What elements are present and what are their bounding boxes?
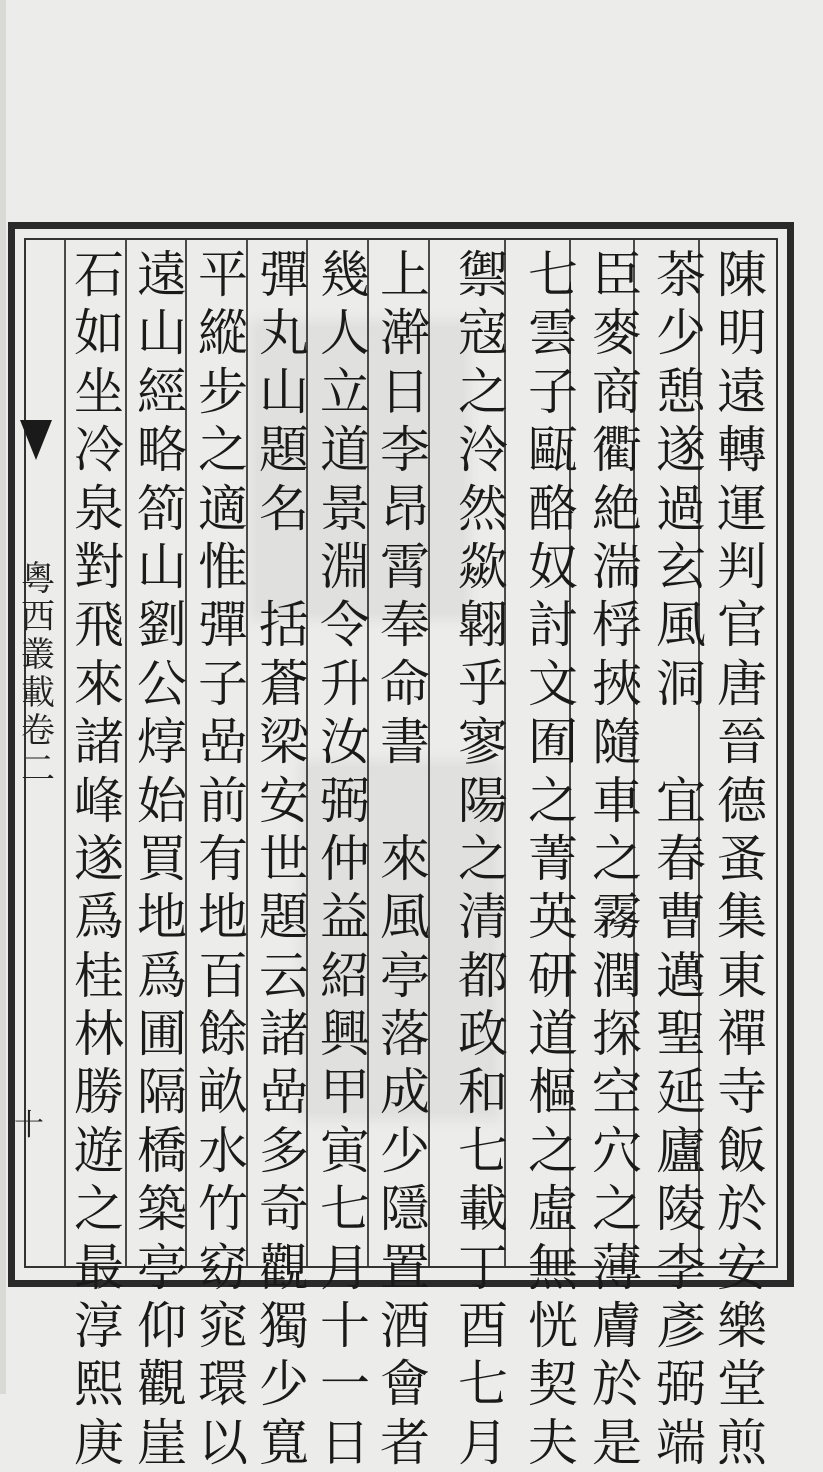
character: 月 <box>320 1238 370 1297</box>
character: 多 <box>259 1121 309 1180</box>
character: 清 <box>458 888 508 947</box>
character: 百 <box>198 946 248 1005</box>
character: 泠 <box>458 421 508 480</box>
character: 然 <box>458 479 508 538</box>
character: 桴 <box>592 596 642 655</box>
character: 風 <box>380 888 430 947</box>
character: 升 <box>320 654 370 713</box>
character: 載 <box>458 1180 508 1239</box>
character: 七 <box>528 246 578 304</box>
character: 政 <box>458 1005 508 1064</box>
margin-character: 載 <box>21 673 55 713</box>
character: 樂 <box>717 1297 767 1356</box>
character: 亭 <box>380 946 430 1005</box>
character: 之 <box>198 421 248 480</box>
character: 霧 <box>592 888 642 947</box>
character: 寥 <box>458 713 508 772</box>
character: 彈 <box>198 596 248 655</box>
character: 以 <box>198 1413 248 1472</box>
margin-title <box>18 560 58 788</box>
character: 令 <box>320 596 370 655</box>
character: 遂 <box>74 829 124 888</box>
character: 東 <box>717 946 767 1005</box>
character: 縱 <box>198 304 248 363</box>
character: 膚 <box>592 1297 642 1356</box>
character: 日 <box>320 1413 370 1472</box>
character: 湍 <box>592 537 642 596</box>
fishtail-mark <box>20 420 52 460</box>
text-column-7 <box>314 246 376 1472</box>
character: 括 <box>259 596 309 655</box>
character: 林 <box>74 1005 124 1064</box>
character: 酒 <box>380 1297 430 1356</box>
character: 仲 <box>320 829 370 888</box>
character: 幾 <box>320 246 370 304</box>
character: 李 <box>656 1238 706 1297</box>
margin-character: 卷 <box>21 711 55 751</box>
character: 書 <box>380 713 430 772</box>
character: 淵 <box>320 537 370 596</box>
character: 諸 <box>74 713 124 772</box>
character: 少 <box>656 304 706 363</box>
character: 興 <box>320 1005 370 1064</box>
character: 無 <box>528 1238 578 1297</box>
character: 環 <box>198 1355 248 1414</box>
margin-character: 二 <box>21 749 55 789</box>
character: 道 <box>528 1005 578 1064</box>
character: 劉 <box>137 596 187 655</box>
character: 一 <box>320 1355 370 1414</box>
character: 畝 <box>198 1063 248 1122</box>
character: 安 <box>259 771 309 830</box>
character: 爲 <box>74 888 124 947</box>
character: 菁 <box>528 829 578 888</box>
character: 紹 <box>320 946 370 1005</box>
character: 月 <box>458 1413 508 1472</box>
character: 恍 <box>528 1297 578 1356</box>
character: 臣 <box>592 246 642 304</box>
margin-character: 叢 <box>21 635 55 675</box>
character: 竹 <box>198 1180 248 1239</box>
character: 置 <box>380 1238 430 1297</box>
character: 翺 <box>458 596 508 655</box>
character: 衢 <box>592 421 642 480</box>
character: 餘 <box>198 1005 248 1064</box>
character: 勝 <box>74 1063 124 1122</box>
character: 隨 <box>592 713 642 772</box>
character: 宜 <box>656 771 706 830</box>
character: 坐 <box>74 362 124 421</box>
character: 七 <box>458 1121 508 1180</box>
character: 奉 <box>380 596 430 655</box>
character: 世 <box>259 829 309 888</box>
character: 蚤 <box>717 829 767 888</box>
character: 亭 <box>137 1238 187 1297</box>
character: 山 <box>137 304 187 363</box>
character: 運 <box>717 479 767 538</box>
character: 題 <box>259 421 309 480</box>
text-column-10 <box>131 246 193 1472</box>
character: 惟 <box>198 537 248 596</box>
character: 公 <box>137 654 187 713</box>
character: 集 <box>717 888 767 947</box>
character: 寅 <box>320 1121 370 1180</box>
character: 夫 <box>528 1413 578 1472</box>
page-number: 十 <box>14 1108 44 1143</box>
character: 題 <box>259 888 309 947</box>
character: 車 <box>592 771 642 830</box>
text-column-8 <box>253 246 315 1472</box>
text-column-5 <box>452 246 514 1472</box>
character: 箚 <box>137 479 187 538</box>
character: 於 <box>592 1355 642 1414</box>
character: 之 <box>458 362 508 421</box>
character: 曹 <box>656 888 706 947</box>
character: 歘 <box>458 537 508 596</box>
character: 子 <box>528 362 578 421</box>
character: 和 <box>458 1063 508 1122</box>
character: 空 <box>592 1063 642 1122</box>
character: 李 <box>380 421 430 480</box>
character: 陵 <box>656 1180 706 1239</box>
margin-character: 西 <box>21 597 55 637</box>
margin-character: 粵 <box>21 559 55 599</box>
character: 冷 <box>74 421 124 480</box>
character: 窕 <box>198 1297 248 1356</box>
text-column-3 <box>586 246 648 1472</box>
column-rule <box>64 240 66 1266</box>
character: 明 <box>717 304 767 363</box>
character: 遠 <box>717 362 767 421</box>
character: 飛 <box>74 596 124 655</box>
character: 奴 <box>528 537 578 596</box>
character: 春 <box>656 829 706 888</box>
character: 甌 <box>528 421 578 480</box>
character: 澣 <box>380 304 430 363</box>
character: 禪 <box>717 1005 767 1064</box>
character: 七 <box>458 1355 508 1414</box>
character: 寇 <box>458 304 508 363</box>
character: 陳 <box>717 246 767 304</box>
character: 酉 <box>458 1297 508 1356</box>
character: 洞 <box>656 654 706 713</box>
character: 汝 <box>320 713 370 772</box>
character: 地 <box>198 888 248 947</box>
character: 丸 <box>259 304 309 363</box>
character: 子 <box>198 654 248 713</box>
character: 茶 <box>656 246 706 304</box>
character: 崖 <box>137 1413 187 1472</box>
character: 探 <box>592 1005 642 1064</box>
character: 寺 <box>717 1063 767 1122</box>
character: 酪 <box>528 479 578 538</box>
character: 聖 <box>656 1005 706 1064</box>
character: 轉 <box>717 421 767 480</box>
character: 來 <box>74 654 124 713</box>
character: 水 <box>198 1121 248 1180</box>
character: 始 <box>137 771 187 830</box>
column-space <box>656 713 706 771</box>
character: 之 <box>592 829 642 888</box>
character: 彥 <box>656 1297 706 1356</box>
character: 略 <box>137 421 187 480</box>
character: 立 <box>320 362 370 421</box>
text-column-11 <box>68 246 130 1472</box>
character: 遊 <box>74 1121 124 1180</box>
character: 安 <box>717 1238 767 1297</box>
character: 地 <box>137 888 187 947</box>
character: 商 <box>592 362 642 421</box>
character: 遠 <box>137 246 187 304</box>
character: 山 <box>259 362 309 421</box>
character: 丁 <box>458 1238 508 1297</box>
column-space <box>259 538 309 596</box>
character: 少 <box>380 1121 430 1180</box>
character: 淳 <box>74 1297 124 1356</box>
character: 上 <box>380 246 430 304</box>
character: 益 <box>320 888 370 947</box>
character: 少 <box>259 1355 309 1414</box>
character: 陽 <box>458 771 508 830</box>
character: 泉 <box>74 479 124 538</box>
character: 來 <box>380 829 430 888</box>
character: 人 <box>320 304 370 363</box>
character: 平 <box>198 246 248 304</box>
character: 熙 <box>74 1355 124 1414</box>
character: 潤 <box>592 946 642 1005</box>
character: 絶 <box>592 479 642 538</box>
character: 觀 <box>137 1355 187 1414</box>
character: 虛 <box>528 1180 578 1239</box>
character: 觀 <box>259 1238 309 1297</box>
character: 薄 <box>592 1238 642 1297</box>
character: 窈 <box>198 1238 248 1297</box>
character: 獨 <box>259 1297 309 1356</box>
character: 石 <box>74 246 124 304</box>
text-column-9 <box>192 246 254 1472</box>
character: 堂 <box>717 1355 767 1414</box>
character: 弼 <box>656 1355 706 1414</box>
character: 適 <box>198 479 248 538</box>
character: 前 <box>198 771 248 830</box>
character: 云 <box>259 946 309 1005</box>
character: 會 <box>380 1355 430 1414</box>
character: 風 <box>656 596 706 655</box>
character: 寬 <box>259 1413 309 1472</box>
character: 蒼 <box>259 654 309 713</box>
character: 都 <box>458 946 508 1005</box>
character: 囿 <box>528 713 578 772</box>
character: 麥 <box>592 304 642 363</box>
column-space <box>380 772 430 830</box>
character: 樞 <box>528 1063 578 1122</box>
character: 道 <box>320 421 370 480</box>
character: 隱 <box>380 1180 430 1239</box>
character: 禦 <box>458 246 508 304</box>
text-column-2 <box>650 246 712 1472</box>
character: 廬 <box>656 1121 706 1180</box>
character: 是 <box>592 1413 642 1472</box>
character: 玄 <box>656 537 706 596</box>
character: 過 <box>656 479 706 538</box>
character: 乎 <box>458 654 508 713</box>
character: 穴 <box>592 1121 642 1180</box>
character: 築 <box>137 1180 187 1239</box>
character: 官 <box>717 596 767 655</box>
text-column-6 <box>374 246 436 1472</box>
character: 仰 <box>137 1297 187 1356</box>
text-column-1 <box>711 246 773 1472</box>
character: 奇 <box>259 1180 309 1239</box>
character: 峰 <box>74 771 124 830</box>
character: 景 <box>320 479 370 538</box>
character: 之 <box>528 1121 578 1180</box>
character: 步 <box>198 362 248 421</box>
character: 有 <box>198 829 248 888</box>
character: 圃 <box>137 1005 187 1064</box>
character: 邁 <box>656 946 706 1005</box>
character: 焞 <box>137 713 187 772</box>
character: 橋 <box>137 1121 187 1180</box>
character: 如 <box>74 304 124 363</box>
character: 七 <box>320 1180 370 1239</box>
character: 者 <box>380 1413 430 1472</box>
character: 研 <box>528 946 578 1005</box>
character: 弼 <box>320 771 370 830</box>
character: 之 <box>528 771 578 830</box>
character: 煎 <box>717 1413 767 1472</box>
character: 契 <box>528 1355 578 1414</box>
character: 討 <box>528 596 578 655</box>
text-column-4 <box>522 246 584 1472</box>
character: 甲 <box>320 1063 370 1122</box>
character: 彈 <box>259 246 309 304</box>
character: 之 <box>458 829 508 888</box>
character: 霄 <box>380 537 430 596</box>
character: 之 <box>592 1180 642 1239</box>
character: 飯 <box>717 1121 767 1180</box>
character: 最 <box>74 1238 124 1297</box>
character: 於 <box>717 1180 767 1239</box>
character: 遂 <box>656 421 706 480</box>
character: 梁 <box>259 713 309 772</box>
character: 唐 <box>717 654 767 713</box>
character: 日 <box>380 362 430 421</box>
character: 隔 <box>137 1063 187 1122</box>
character: 山 <box>137 537 187 596</box>
page-edge <box>0 0 6 1394</box>
character: 嵒 <box>198 713 248 772</box>
character: 雲 <box>528 304 578 363</box>
character: 嵒 <box>259 1063 309 1122</box>
character: 爲 <box>137 946 187 1005</box>
character: 經 <box>137 362 187 421</box>
character: 買 <box>137 829 187 888</box>
character: 諸 <box>259 1005 309 1064</box>
character: 之 <box>74 1180 124 1239</box>
character: 端 <box>656 1413 706 1472</box>
character: 晉 <box>717 713 767 772</box>
character: 延 <box>656 1063 706 1122</box>
character: 十 <box>320 1297 370 1356</box>
character: 名 <box>259 479 309 538</box>
character: 判 <box>717 537 767 596</box>
character: 落 <box>380 1005 430 1064</box>
character: 英 <box>528 888 578 947</box>
character: 命 <box>380 654 430 713</box>
character: 德 <box>717 771 767 830</box>
character: 憩 <box>656 362 706 421</box>
character: 桂 <box>74 946 124 1005</box>
character: 成 <box>380 1063 430 1122</box>
character: 庚 <box>74 1413 124 1472</box>
character: 對 <box>74 537 124 596</box>
character: 文 <box>528 654 578 713</box>
character: 挾 <box>592 654 642 713</box>
character: 昂 <box>380 479 430 538</box>
